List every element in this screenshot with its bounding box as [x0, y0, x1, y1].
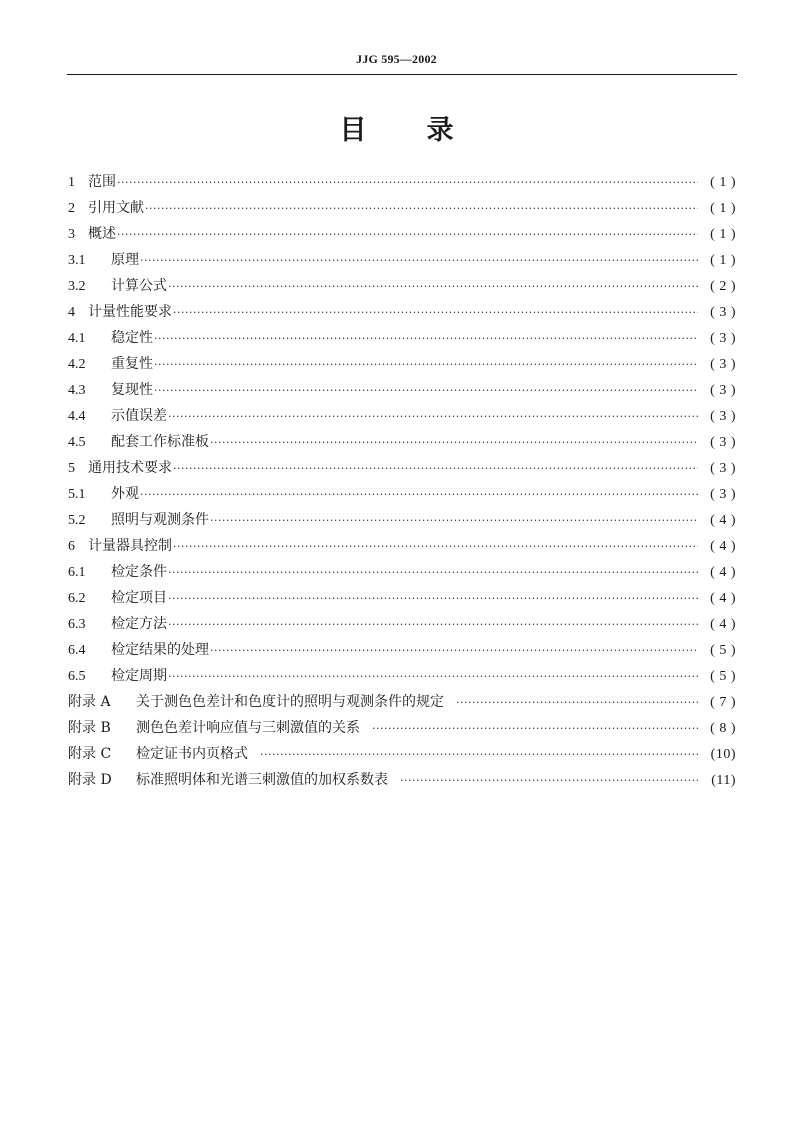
- toc-dot-leader: [173, 300, 698, 326]
- toc-entry-number: 6.3: [68, 617, 86, 632]
- toc-entry-page: ( 4 ): [710, 513, 736, 528]
- toc-entry-number: 2: [68, 201, 75, 216]
- toc-entry-6-1[interactable]: [68, 559, 736, 585]
- toc-entry-4-3[interactable]: [68, 377, 736, 403]
- toc-entry-4-2[interactable]: [68, 351, 736, 377]
- toc-entry-6-2[interactable]: [68, 585, 736, 611]
- toc-entry-number: 4.3: [68, 383, 86, 398]
- toc-entry-3-2[interactable]: [68, 273, 736, 299]
- toc-dot-leader: [117, 222, 698, 248]
- toc-entry-appendix-a[interactable]: [68, 689, 736, 715]
- toc-dot-leader: [372, 716, 698, 742]
- toc-entry-label: 概述: [88, 226, 116, 242]
- toc-entry-5[interactable]: [68, 455, 736, 481]
- toc-entry-number: 3.1: [68, 253, 86, 268]
- toc-entry-label: 计算公式: [111, 278, 167, 294]
- toc-entry-number: 4: [68, 305, 75, 320]
- toc-entry-label: 测色色差计响应值与三刺激值的关系: [136, 720, 360, 736]
- toc-dot-leader: [168, 664, 698, 690]
- toc-entry-label: 范围: [88, 174, 116, 190]
- toc-entry-page: ( 3 ): [710, 461, 736, 476]
- toc-dot-leader: [168, 404, 698, 430]
- toc-entry-page: ( 1 ): [710, 253, 736, 268]
- toc-entry-label: 稳定性: [111, 330, 153, 346]
- toc-entry-page: ( 2 ): [710, 279, 736, 294]
- toc-entry-page: ( 5 ): [710, 669, 736, 684]
- toc-dot-leader: [117, 170, 698, 196]
- toc-entry-number: 5.2: [68, 513, 86, 528]
- toc-entry-label: 计量器具控制: [88, 538, 172, 554]
- toc-entry-6-3[interactable]: [68, 611, 736, 637]
- toc-dot-leader: [168, 612, 698, 638]
- toc-dot-leader: [210, 430, 698, 456]
- toc-entry-number: 4.1: [68, 331, 86, 346]
- toc-entry-page: ( 3 ): [710, 409, 736, 424]
- toc-dot-leader: [168, 274, 698, 300]
- toc-entry-page: ( 4 ): [710, 591, 736, 606]
- toc-entry-label: 示值误差: [111, 408, 167, 424]
- toc-entry-number: 5.1: [68, 487, 86, 502]
- toc-dot-leader: [260, 742, 698, 768]
- toc-entry-page: ( 1 ): [710, 227, 736, 242]
- document-code-header: JJG 595—2002: [356, 52, 437, 66]
- toc-entry-3[interactable]: [68, 221, 736, 247]
- toc-entry-6-5[interactable]: [68, 663, 736, 689]
- toc-entry-appendix-d[interactable]: [68, 767, 736, 793]
- toc-entry-4-4[interactable]: [68, 403, 736, 429]
- toc-entry-2[interactable]: [68, 195, 736, 221]
- toc-entry-label: 通用技术要求: [88, 460, 172, 476]
- toc-dot-leader: [145, 196, 698, 222]
- toc-entry-number: 附录 C: [68, 746, 112, 762]
- toc-entry-label: 重复性: [111, 356, 153, 372]
- toc-entry-page: (11): [711, 773, 736, 788]
- toc-entry-number: 6.5: [68, 669, 86, 684]
- toc-entry-4-1[interactable]: [68, 325, 736, 351]
- toc-entry-page: ( 7 ): [710, 695, 736, 710]
- toc-entry-page: ( 1 ): [710, 175, 736, 190]
- toc-entry-number: 4.4: [68, 409, 86, 424]
- page-title: 目录: [339, 115, 514, 146]
- toc-entry-label: 照明与观测条件: [111, 512, 209, 528]
- toc-entry-label: 外观: [111, 486, 139, 502]
- toc-entry-page: (10): [710, 747, 736, 762]
- toc-entry-number: 6.4: [68, 643, 86, 658]
- toc-entry-number: 6.1: [68, 565, 86, 580]
- toc-entry-number: 附录 A: [68, 694, 111, 710]
- toc-entry-5-1[interactable]: [68, 481, 736, 507]
- toc-entry-label: 关于测色色差计和色度计的照明与观测条件的规定: [136, 694, 444, 710]
- toc-entry-page: ( 3 ): [710, 487, 736, 502]
- toc-dot-leader: [168, 586, 698, 612]
- toc-entry-label: 配套工作标准板: [111, 434, 209, 450]
- toc-dot-leader: [400, 768, 698, 794]
- toc-entry-label: 标准照明体和光谱三刺激值的加权系数表: [136, 772, 388, 788]
- toc-entry-label: 检定方法: [111, 616, 167, 632]
- toc-entry-number: 1: [68, 175, 75, 190]
- toc-entry-label: 原理: [111, 252, 139, 268]
- toc-entry-label: 检定项目: [111, 590, 167, 606]
- toc-dot-leader: [168, 560, 698, 586]
- toc-entry-page: ( 3 ): [710, 305, 736, 320]
- toc-entry-label: 检定证书内页格式: [136, 746, 248, 762]
- header-rule: [67, 74, 737, 75]
- toc-dot-leader: [210, 508, 698, 534]
- toc-entry-label: 复现性: [111, 382, 153, 398]
- toc-dot-leader: [456, 690, 698, 716]
- toc-entry-label: 引用文献: [88, 200, 144, 216]
- toc-dot-leader: [154, 378, 698, 404]
- toc-entry-appendix-b[interactable]: [68, 715, 736, 741]
- toc-dot-leader: [154, 352, 698, 378]
- toc-entry-label: 计量性能要求: [88, 304, 172, 320]
- table-of-contents: [68, 169, 736, 793]
- toc-entry-4[interactable]: [68, 299, 736, 325]
- toc-dot-leader: [210, 638, 698, 664]
- toc-entry-label: 检定结果的处理: [111, 642, 209, 658]
- toc-entry-4-5[interactable]: [68, 429, 736, 455]
- toc-dot-leader: [173, 456, 698, 482]
- toc-entry-number: 6: [68, 539, 75, 554]
- toc-entry-page: ( 3 ): [710, 435, 736, 450]
- toc-entry-number: 附录 D: [68, 772, 112, 788]
- toc-dot-leader: [173, 534, 698, 560]
- toc-entry-5-2[interactable]: [68, 507, 736, 533]
- toc-entry-label: 检定条件: [111, 564, 167, 580]
- toc-entry-page: ( 5 ): [710, 643, 736, 658]
- toc-entry-page: ( 3 ): [710, 383, 736, 398]
- toc-entry-page: ( 4 ): [710, 617, 736, 632]
- toc-entry-appendix-c[interactable]: [68, 741, 736, 767]
- toc-entry-label: 检定周期: [111, 668, 167, 684]
- toc-entry-1[interactable]: [68, 169, 736, 195]
- toc-entry-page: ( 4 ): [710, 539, 736, 554]
- toc-entry-number: 3: [68, 227, 75, 242]
- toc-entry-page: ( 3 ): [710, 331, 736, 346]
- toc-entry-page: ( 3 ): [710, 357, 736, 372]
- toc-entry-page: ( 1 ): [710, 201, 736, 216]
- toc-entry-page: ( 8 ): [710, 721, 736, 736]
- toc-entry-6-4[interactable]: [68, 637, 736, 663]
- toc-entry-6[interactable]: [68, 533, 736, 559]
- toc-entry-number: 6.2: [68, 591, 86, 606]
- toc-entry-3-1[interactable]: [68, 247, 736, 273]
- toc-entry-number: 4.2: [68, 357, 86, 372]
- toc-entry-number: 5: [68, 461, 75, 476]
- toc-dot-leader: [154, 326, 698, 352]
- toc-dot-leader: [140, 482, 698, 508]
- toc-dot-leader: [140, 248, 698, 274]
- toc-entry-number: 4.5: [68, 435, 86, 450]
- toc-entry-number: 3.2: [68, 279, 86, 294]
- toc-entry-page: ( 4 ): [710, 565, 736, 580]
- toc-entry-number: 附录 B: [68, 720, 111, 736]
